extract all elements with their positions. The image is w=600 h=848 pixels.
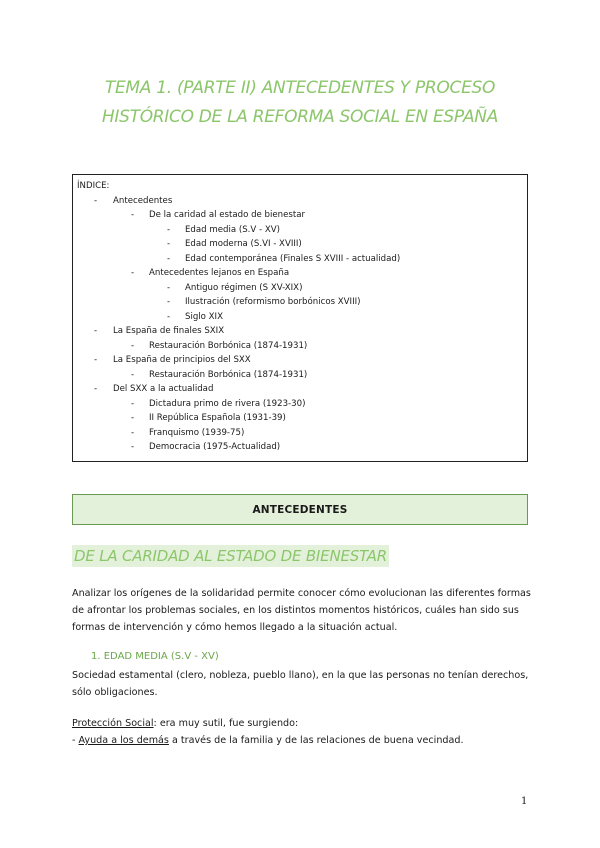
index-heading: ÍNDICE: (77, 181, 110, 191)
ayuda-label: Ayuda a los demás (78, 735, 169, 746)
edad-media-line-1: Sociedad estamental (clero, nobleza, pueblo llano), en la que las personas no tenían derechos, (72, 670, 529, 681)
index-item: Antecedentes lejanos en España (149, 268, 290, 278)
index-bullet: - (131, 442, 135, 452)
index-item: Antiguo régimen (S XV-XIX) (185, 282, 303, 293)
ayuda-line (72, 732, 532, 750)
index-bullet: - (167, 253, 171, 264)
index-bullet: - (167, 311, 171, 322)
intro-line-3: formas de intervención y cómo hemos llegado a la situación actual. (72, 622, 398, 633)
index-bullet: - (131, 427, 135, 438)
index-bullet: - (94, 384, 98, 394)
index-bullet: - (94, 195, 98, 206)
index-item: De la caridad al estado de bienestar (149, 210, 306, 220)
index-bullet: - (167, 224, 171, 235)
index-bullet: - (131, 413, 135, 423)
index-item: Edad media (S.V - XV) (185, 224, 280, 235)
proteccion-social-label: Protección Social (72, 718, 154, 729)
section-heading-box (72, 494, 528, 525)
intro-line-2: de afrontar los problemas sociales, en los distintos momentos históricos, cuáles han sido sus (72, 605, 519, 616)
proteccion-social-line (72, 715, 532, 733)
index-bullet: - (167, 297, 171, 307)
document-title (60, 74, 540, 132)
index-item: Edad moderna (S.VI - XVIII) (185, 239, 302, 249)
page-number: 1 (521, 796, 528, 807)
index-bullet: - (131, 369, 135, 380)
index-bullet: - (131, 340, 135, 351)
title-line-1: TEMA 1. (PARTE II) ANTECEDENTES Y PROCESO (104, 78, 496, 98)
index-item: II República Española (1931-39) (149, 413, 286, 423)
index-item: Franquismo (1939-75) (149, 427, 245, 438)
index-item: La España de principios del SXX (113, 355, 251, 365)
index-item: Del SXX a la actualidad (113, 384, 214, 394)
index-item: Ilustración (reformismo borbónicos XVIII) (185, 297, 361, 307)
subheading: DE LA CARIDAD AL ESTADO DE BIENESTAR (74, 547, 387, 565)
ayuda-prefix: - (72, 735, 79, 746)
index-item: Democracia (1975-Actualidad) (149, 442, 281, 452)
index-bullet: - (131, 398, 135, 409)
intro-line-1: Analizar los orígenes de la solidaridad permite conocer cómo evolucionan las diferentes formas (72, 588, 531, 599)
proteccion-social-text: : era muy sutil, fue surgiendo: (153, 718, 299, 729)
title-line-2: HISTÓRICO DE LA REFORMA SOCIAL EN ESPAÑA (101, 107, 499, 127)
index-item: Dictadura primo de rivera (1923-30) (149, 398, 306, 409)
index-bullet: - (131, 268, 135, 278)
index-bullet: - (167, 239, 171, 249)
index-item: Restauración Borbónica (1874-1931) (149, 340, 308, 351)
index-bullet: - (167, 282, 171, 293)
index-item: La España de finales SXIX (113, 326, 225, 336)
index-item: Edad contemporánea (Finales S XVIII - actualidad) (185, 253, 401, 264)
index-item: Antecedentes (113, 195, 173, 206)
ayuda-text: a través de la familia y de las relaciones de buena vecindad. (168, 735, 464, 746)
index-bullet: - (94, 355, 98, 365)
index-bullet: - (94, 326, 98, 336)
index-bullet: - (131, 210, 135, 220)
section-heading: ANTECEDENTES (252, 503, 348, 516)
index-item: Restauración Borbónica (1874-1931) (149, 369, 308, 380)
index-item: Siglo XIX (185, 311, 223, 322)
edad-media-line-2: sólo obligaciones. (72, 687, 158, 698)
edad-media-heading: 1. EDAD MEDIA (S.V - XV) (91, 651, 219, 662)
